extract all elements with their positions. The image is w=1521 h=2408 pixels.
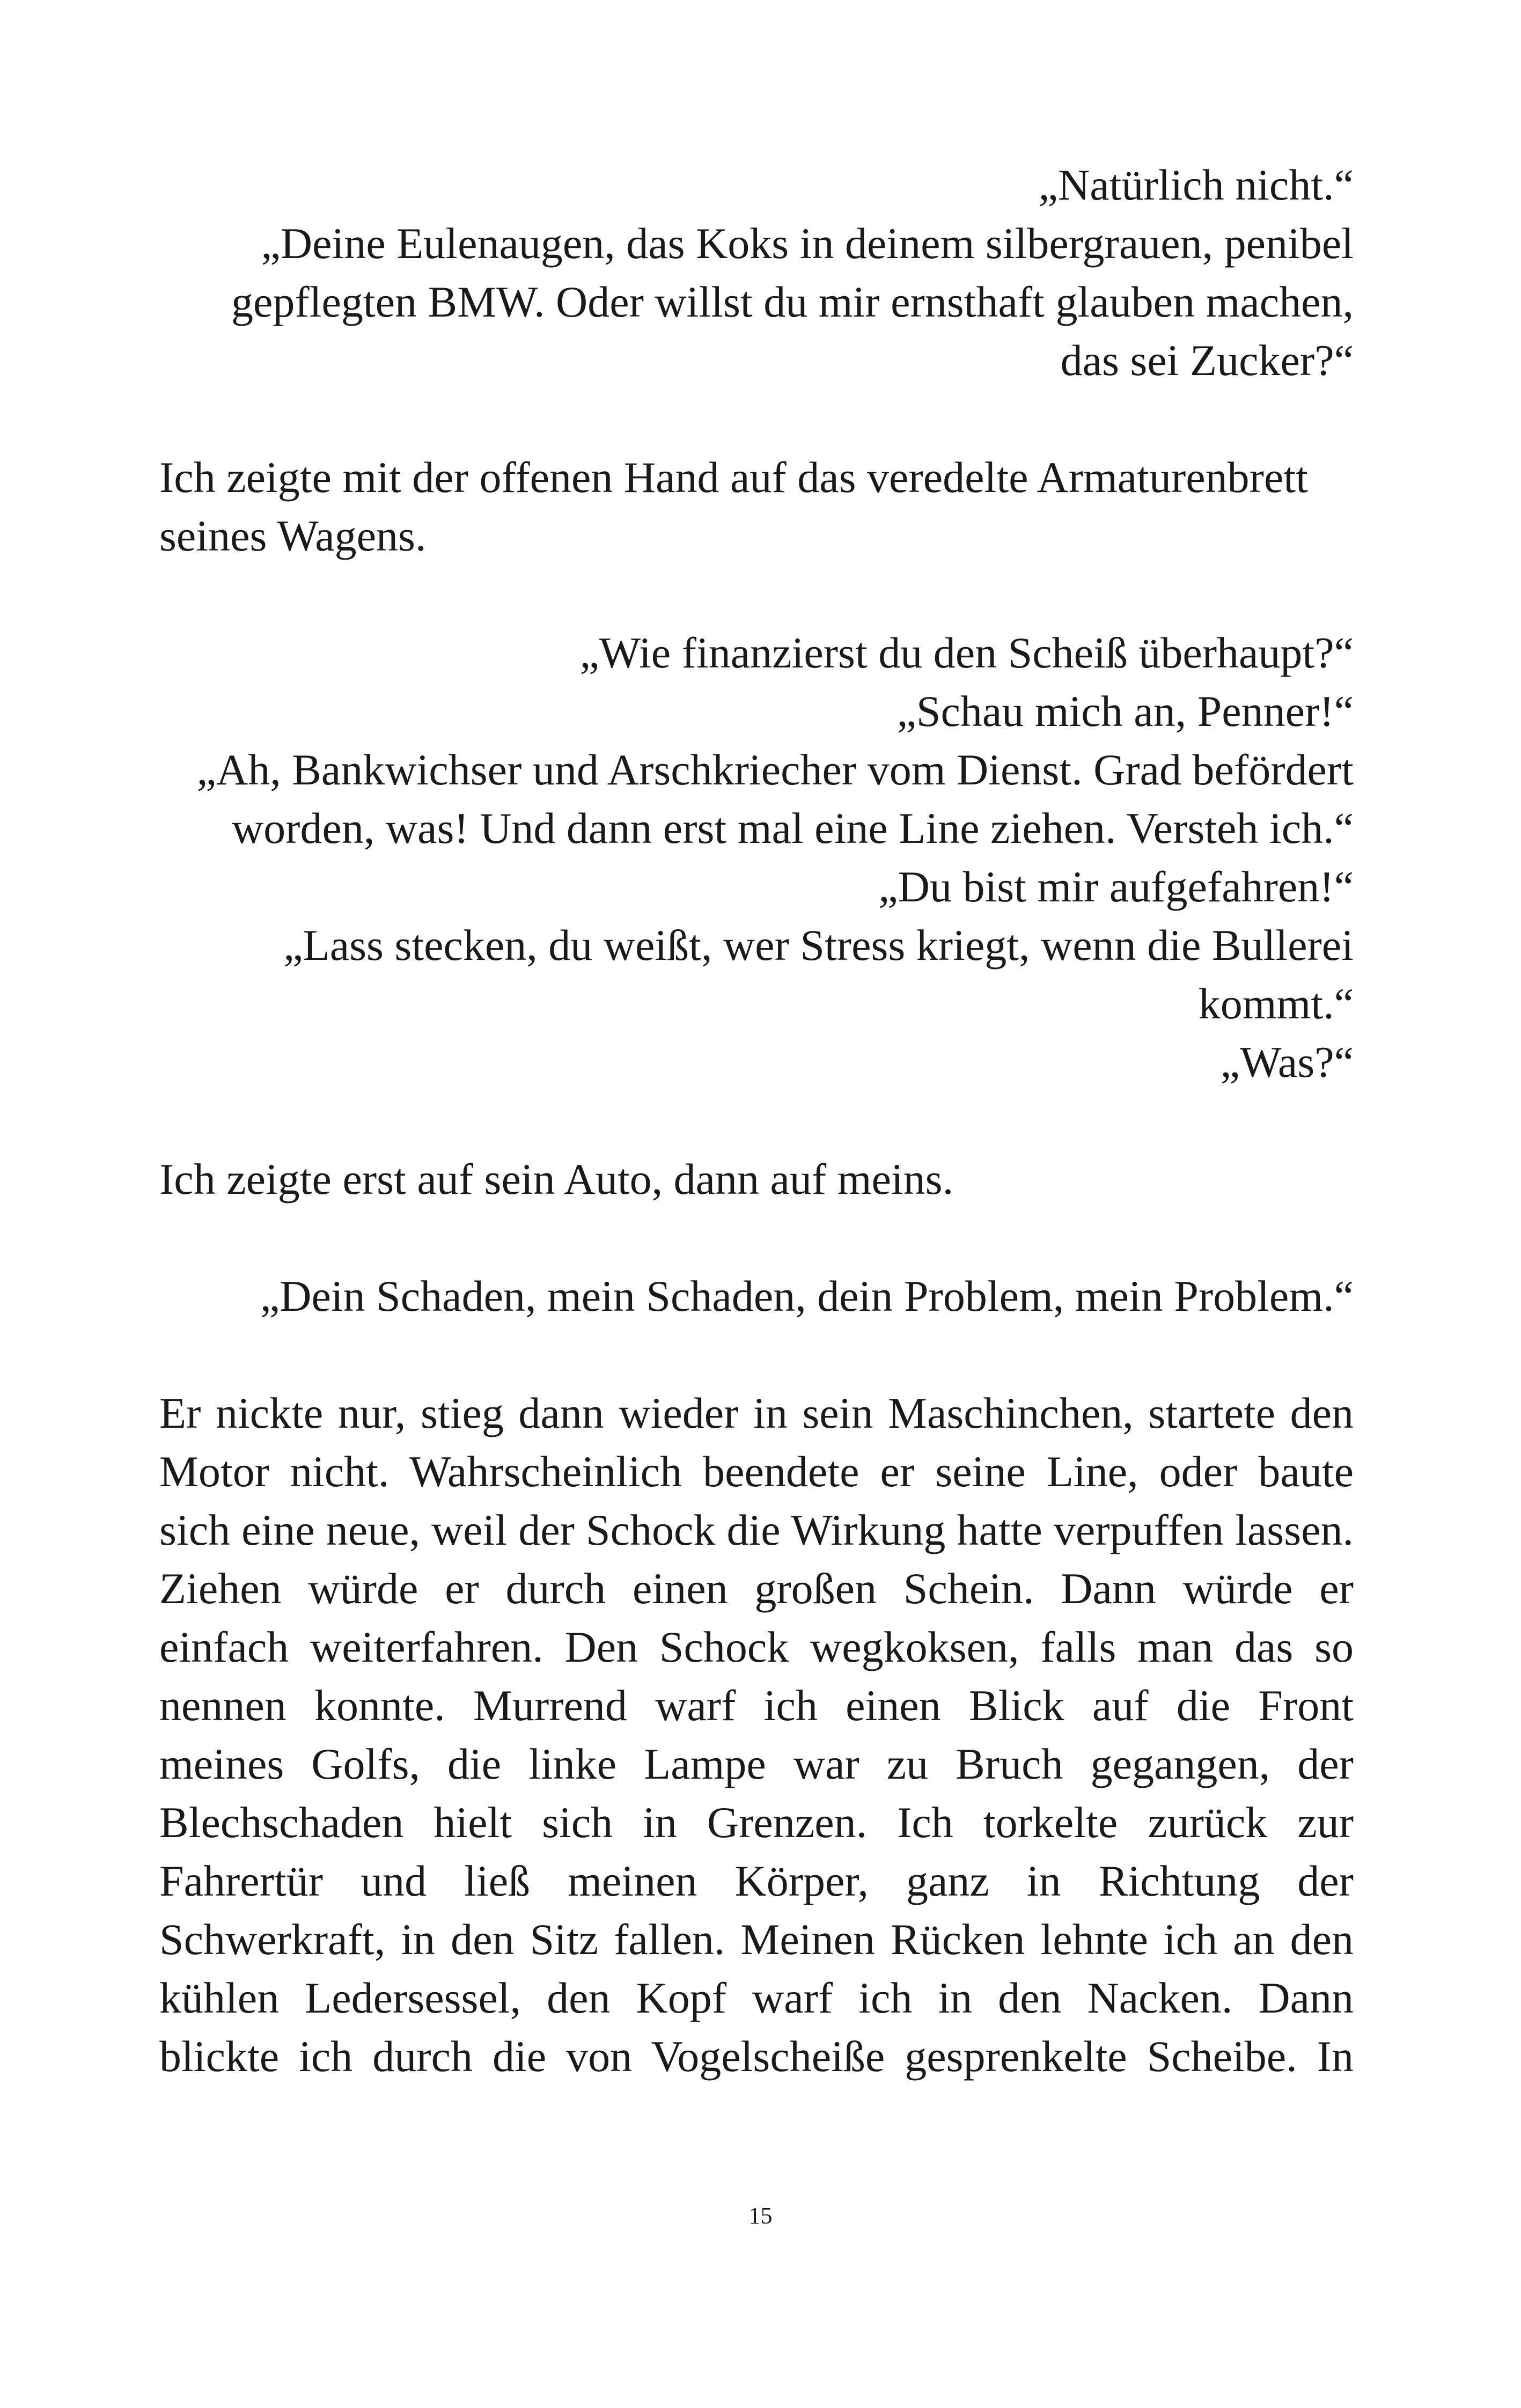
- dialogue-line: das sei Zucker?“: [1060, 336, 1354, 385]
- narration-block-3: [159, 1384, 1354, 2086]
- dialogue-line: kommt.“: [1198, 979, 1354, 1028]
- narration-line: Schwerkraft, in den Sitz fallen. Meinen Rücken lehnte ich an den: [159, 1915, 1354, 1964]
- dialogue-line: „Natürlich nicht.“: [1038, 160, 1354, 209]
- dialogue-block-3: [159, 1267, 1354, 1325]
- dialogue-line: „Deine Eulenaugen, das Koks in deinem silbergrauen, penibel: [261, 219, 1354, 268]
- narration-line: Motor nicht. Wahrscheinlich beendete er seine Line, oder baute: [159, 1447, 1354, 1496]
- narration-line: Ich zeigte erst auf sein Auto, dann auf meins.: [159, 1155, 954, 1203]
- dialogue-line: „Lass stecken, du weißt, wer Stress kriegt, wenn die Bullerei: [283, 921, 1354, 970]
- narration-line: meines Golfs, die linke Lampe war zu Bruch gegangen, der: [159, 1739, 1354, 1788]
- paragraph-gap: [159, 1091, 1354, 1150]
- narration-line: seines Wagens.: [159, 511, 427, 560]
- dialogue-line: „Wie finanzierst du den Scheiß überhaupt?“: [579, 628, 1354, 677]
- page-number: 15: [748, 2203, 773, 2229]
- dialogue-line: „Du bist mir aufgefahren!“: [878, 862, 1354, 911]
- dialogue-line: gepflegten BMW. Oder willst du mir ernsthaft glauben machen,: [231, 277, 1354, 326]
- narration-line: Blechschaden hielt sich in Grenzen. Ich torkelte zurück zur: [159, 1798, 1354, 1847]
- dialogue-line: „Dein Schaden, mein Schaden, dein Problem, mein Problem.“: [260, 1272, 1354, 1320]
- dialogue-block-1: [159, 156, 1354, 390]
- dialogue-line: „Schau mich an, Penner!“: [897, 687, 1354, 736]
- narration-line: kühlen Ledersessel, den Kopf warf ich in den Nacken. Dann: [159, 1973, 1354, 2022]
- narration-line: Ich zeigte mit der offenen Hand auf das veredelte Armaturenbrett: [159, 453, 1308, 502]
- narration-block-2: [159, 1150, 1354, 1208]
- paragraph-gap: [159, 1325, 1354, 1384]
- narration-line: einfach weiterfahren. Den Schock wegkoksen, falls man das so: [159, 1623, 1354, 1671]
- page-body: [159, 156, 1354, 2086]
- dialogue-line: worden, was! Und dann erst mal eine Line ziehen. Versteh ich.“: [231, 804, 1354, 853]
- narration-line: nennen konnte. Murrend warf ich einen Blick auf die Front: [159, 1681, 1354, 1730]
- narration-line: sich eine neue, weil der Schock die Wirkung hatte verpuffen lassen.: [159, 1506, 1354, 1554]
- narration-line: blickte ich durch die von Vogelscheiße gesprenkelte Scheibe. In: [159, 2032, 1354, 2081]
- paragraph-gap: [159, 565, 1354, 623]
- dialogue-line: „Ah, Bankwichser und Arschkriecher vom Dienst. Grad befördert: [196, 745, 1354, 794]
- narration-line: Ziehen würde er durch einen großen Schein. Dann würde er: [159, 1564, 1354, 1613]
- narration-line: Fahrertür und ließ meinen Körper, ganz in Richtung der: [159, 1856, 1354, 1905]
- dialogue-line: „Was?“: [1220, 1038, 1354, 1086]
- narration-line: Er nickte nur, stieg dann wieder in sein Maschinchen, startete den: [159, 1389, 1354, 1437]
- paragraph-gap: [159, 390, 1354, 448]
- paragraph-gap: [159, 1208, 1354, 1267]
- dialogue-block-2: [159, 623, 1354, 1091]
- narration-block-1: [159, 448, 1354, 565]
